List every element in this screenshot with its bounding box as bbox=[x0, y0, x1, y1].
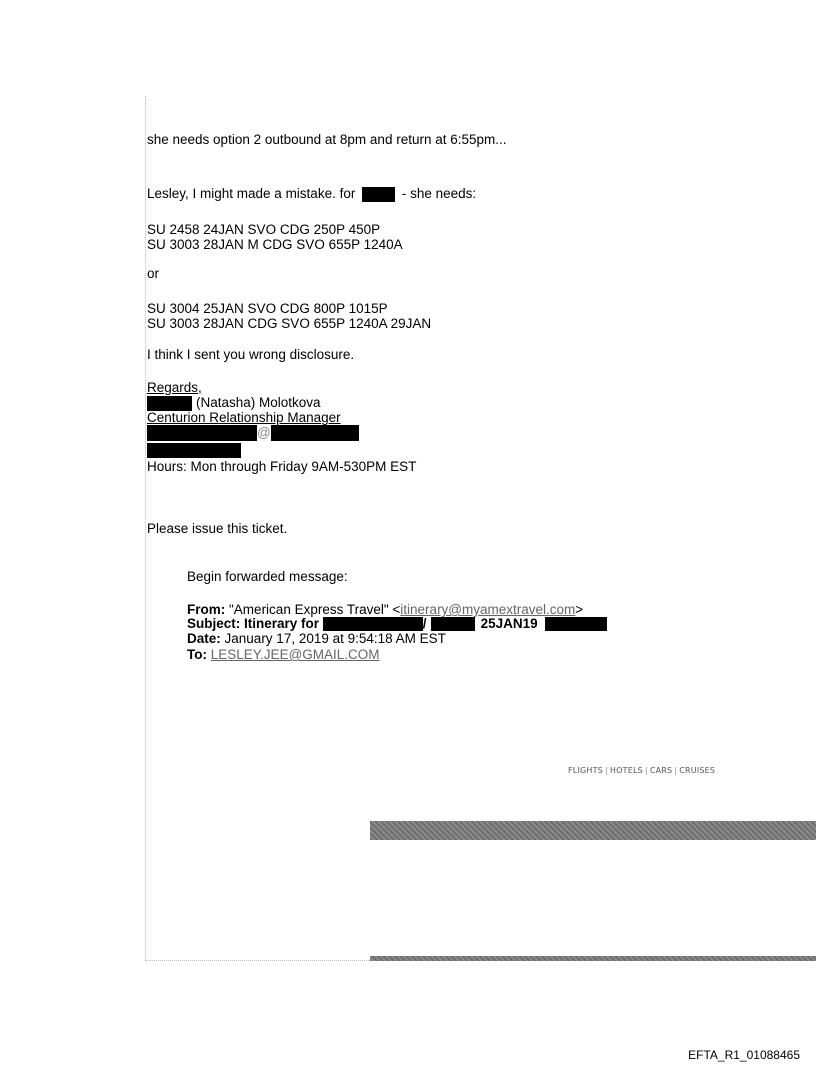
nav-cars-link[interactable]: CARS bbox=[649, 766, 673, 775]
forward-date bbox=[187, 632, 446, 646]
redaction-block bbox=[431, 617, 475, 631]
flight-line: SU 3003 28JAN CDG SVO 655P 1240A 29JAN bbox=[147, 316, 432, 331]
frame-left-border bbox=[145, 96, 146, 960]
redaction-block bbox=[147, 425, 257, 441]
signature-email bbox=[147, 425, 359, 441]
from-name: "American Express Travel" < bbox=[229, 602, 401, 617]
from-label: From: bbox=[187, 602, 226, 617]
subject-label: Subject: Itinerary for bbox=[187, 616, 320, 631]
header-bar bbox=[370, 821, 816, 840]
date-label: Date: bbox=[187, 631, 221, 646]
nav-separator: | bbox=[674, 766, 678, 775]
from-email-link[interactable]: itinerary@myamextravel.com bbox=[400, 602, 576, 617]
forward-from bbox=[187, 603, 583, 617]
disclosure-text: I think I sent you wrong disclosure. bbox=[147, 347, 355, 362]
nav-separator: | bbox=[644, 766, 648, 775]
nav-separator: | bbox=[605, 766, 608, 775]
signature-name-suffix: (Natasha) Molotkova bbox=[196, 395, 321, 410]
redaction-block bbox=[147, 396, 192, 411]
nav-hotels-link[interactable]: HOTELS bbox=[609, 766, 643, 775]
or-text: or bbox=[147, 266, 160, 281]
mistake-text-post: - she needs: bbox=[401, 186, 477, 201]
redaction-block bbox=[545, 617, 607, 631]
subject-slash: / bbox=[422, 616, 427, 631]
to-email-link[interactable]: LESLEY.JEE@GMAIL.COM bbox=[210, 647, 380, 662]
signature-hours: Hours: Mon through Friday 9AM-530PM EST bbox=[147, 459, 417, 474]
frame-bottom-border bbox=[145, 960, 371, 961]
message-line-option: she needs option 2 outbound at 8pm and return at 6:55pm... bbox=[147, 132, 507, 147]
regards-text: Regards, bbox=[147, 380, 202, 395]
from-close: > bbox=[575, 602, 584, 617]
message-line-mistake bbox=[147, 186, 476, 202]
forward-to bbox=[187, 648, 380, 662]
flight-line: SU 2458 24JAN SVO CDG 250P 450P bbox=[147, 222, 381, 237]
nav-flights-link[interactable]: FLIGHTS bbox=[568, 766, 603, 775]
issue-ticket-text: Please issue this ticket. bbox=[147, 521, 288, 536]
redaction-block bbox=[362, 187, 395, 202]
flight-line: SU 3004 25JAN SVO CDG 800P 1015P bbox=[147, 301, 388, 316]
date-value: January 17, 2019 at 9:54:18 AM EST bbox=[224, 631, 446, 646]
redaction-block bbox=[147, 443, 241, 458]
forward-subject bbox=[187, 617, 607, 631]
flight-line: SU 3003 28JAN M CDG SVO 655P 1240A bbox=[147, 237, 403, 252]
forward-header: Begin forwarded message: bbox=[187, 569, 348, 584]
document-id: EFTA_R1_01088465 bbox=[688, 1048, 800, 1062]
signature-name bbox=[147, 395, 321, 411]
signature-title: Centurion Relationship Manager bbox=[147, 410, 341, 425]
nav-cruises-link[interactable]: CRUISES bbox=[679, 766, 716, 775]
subject-date: 25JAN19 bbox=[480, 616, 538, 631]
travel-nav bbox=[568, 766, 715, 775]
signature-at: @ bbox=[257, 425, 271, 440]
footer-bar bbox=[370, 956, 816, 961]
redaction-block bbox=[271, 425, 359, 441]
redaction-block bbox=[323, 617, 423, 631]
mistake-text-pre: Lesley, I might made a mistake. for bbox=[147, 186, 356, 201]
to-label: To: bbox=[187, 647, 207, 662]
